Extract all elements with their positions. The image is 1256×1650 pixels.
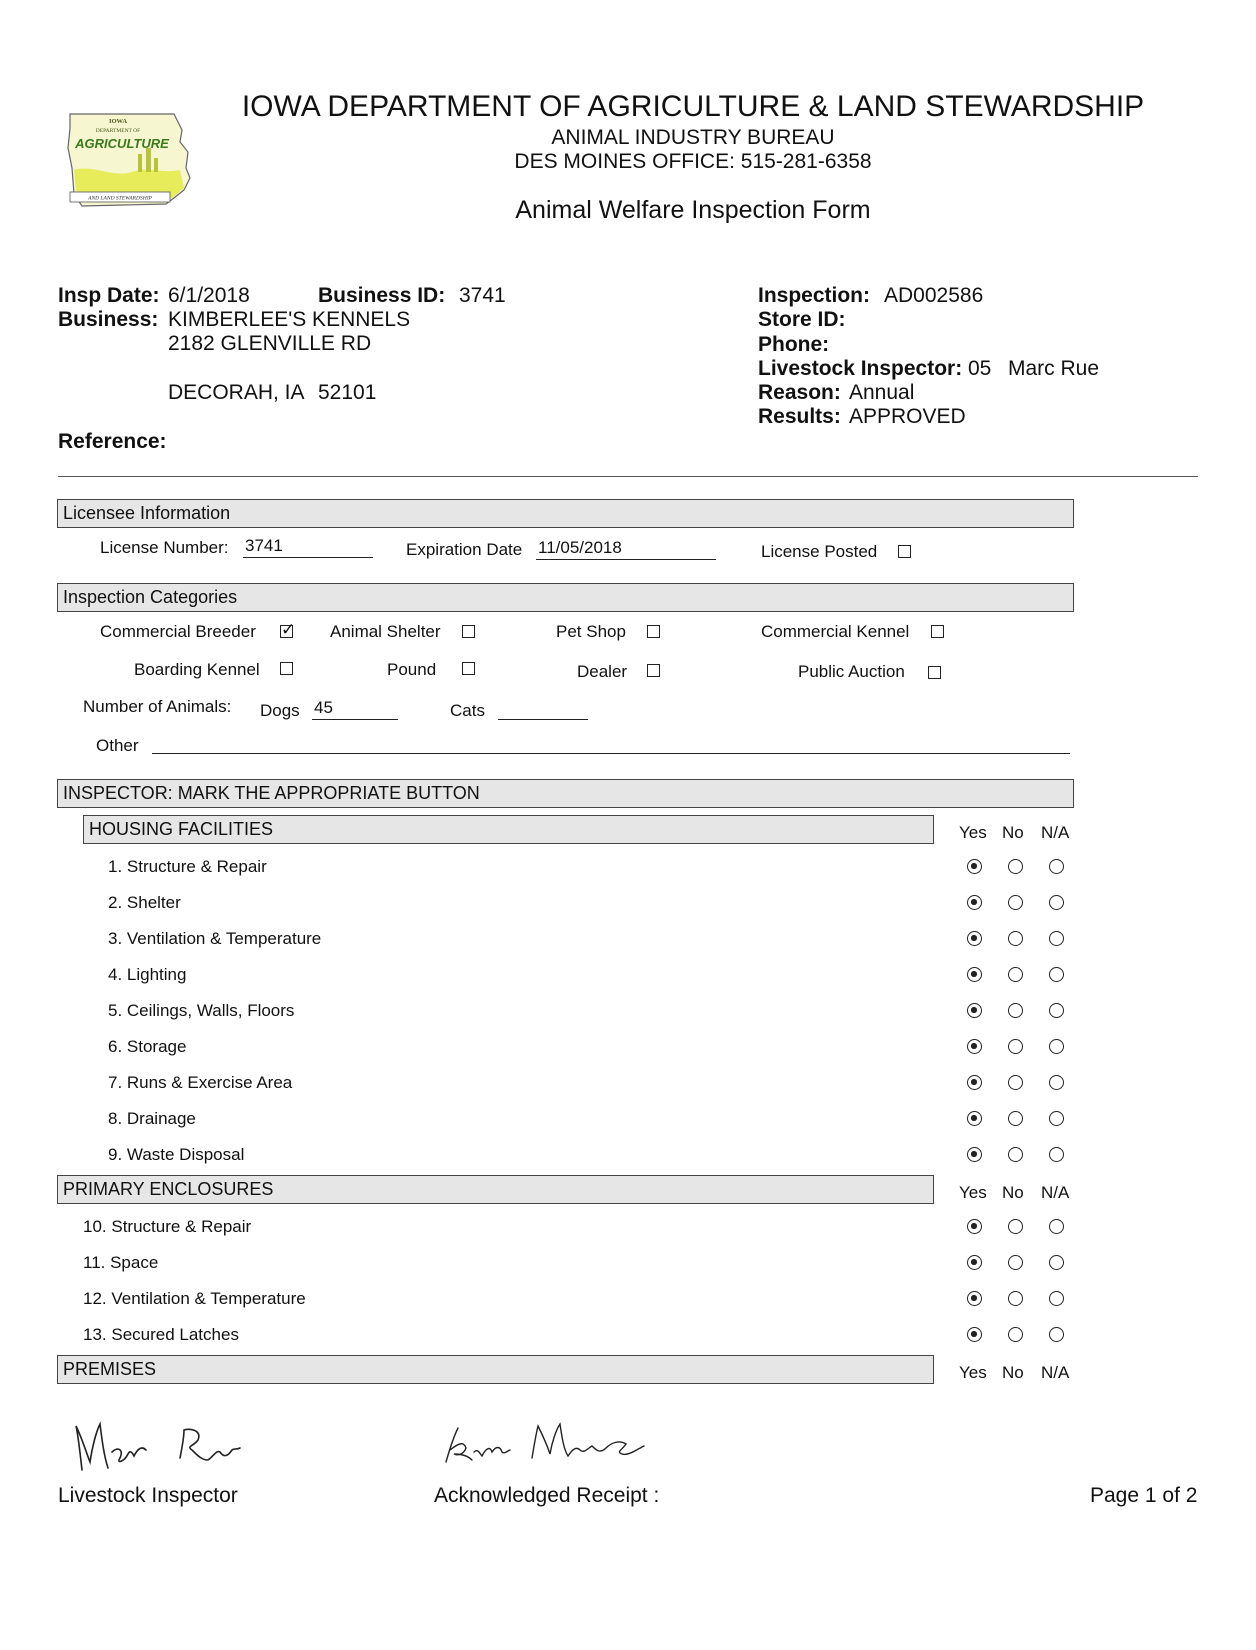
form-title: Animal Welfare Inspection Form (515, 196, 871, 224)
category-public-auction-label: Public Auction (798, 662, 905, 681)
business-name: KIMBERLEE'S KENNELS (168, 308, 411, 331)
premises-col-no: No (1002, 1363, 1024, 1382)
other-label: Other (96, 736, 139, 755)
primary-radio-no[interactable] (1008, 1327, 1023, 1342)
categories-section-header: Inspection Categories (57, 583, 1074, 612)
category-animal-shelter-label: Animal Shelter (330, 622, 441, 641)
primary-radio-no[interactable] (1008, 1291, 1023, 1306)
results-value: APPROVED (849, 405, 966, 428)
cats-count-field[interactable] (498, 698, 588, 720)
primary-radio-na[interactable] (1049, 1291, 1064, 1306)
category-commercial-breeder-checkbox[interactable] (280, 625, 293, 638)
category-pet-shop-label: Pet Shop (556, 622, 626, 641)
logo-text-stewardship: AND LAND STEWARDSHIP (88, 195, 152, 202)
housing-radio-na[interactable] (1049, 895, 1064, 910)
housing-radio-na[interactable] (1049, 1147, 1064, 1162)
housing-radio-na[interactable] (1049, 1039, 1064, 1054)
category-animal-shelter-checkbox[interactable] (462, 625, 475, 638)
category-commercial-breeder-label: Commercial Breeder (100, 622, 256, 641)
store-id-label: Store ID: (758, 308, 846, 331)
primary-col-yes: Yes (959, 1183, 987, 1202)
housing-radio-no[interactable] (1008, 967, 1023, 982)
license-number-field[interactable]: 3741 (243, 536, 373, 558)
category-commercial-kennel-label: Commercial Kennel (761, 622, 910, 641)
primary-item-label: 12. Ventilation & Temperature (83, 1289, 306, 1308)
business-zip: 52101 (318, 381, 377, 404)
other-field[interactable] (152, 732, 1070, 754)
logo-text-iowa: IOWA (108, 118, 128, 125)
housing-item-label: 2. Shelter (108, 893, 181, 912)
page-number: Page 1 of 2 (1090, 1484, 1198, 1507)
primary-radio-yes[interactable] (967, 1291, 982, 1306)
housing-col-yes: Yes (959, 823, 987, 842)
inspection-label: Inspection: (758, 284, 871, 307)
receipt-signature (440, 1414, 650, 1474)
category-dealer-checkbox[interactable] (647, 664, 660, 677)
inspector-name: Marc Rue (1008, 357, 1100, 380)
housing-radio-na[interactable] (1049, 931, 1064, 946)
department-title: IOWA DEPARTMENT OF AGRICULTURE & LAND STEWARDSHIP (241, 90, 1145, 123)
primary-radio-na[interactable] (1049, 1219, 1064, 1234)
housing-radio-yes[interactable] (967, 967, 982, 982)
housing-facilities-header: HOUSING FACILITIES (83, 815, 934, 844)
bureau-name: ANIMAL INDUSTRY BUREAU (551, 126, 835, 149)
category-pound-checkbox[interactable] (462, 662, 475, 675)
business-id-label: Business ID: (318, 284, 446, 307)
cats-label: Cats (450, 701, 485, 720)
housing-radio-na[interactable] (1049, 859, 1064, 874)
housing-item-label: 1. Structure & Repair (108, 857, 267, 876)
results-label: Results: (758, 405, 841, 428)
primary-item-label: 13. Secured Latches (83, 1325, 239, 1344)
primary-enclosures-header: PRIMARY ENCLOSURES (57, 1175, 934, 1204)
logo-text-department: DEPARTMENT OF (95, 128, 141, 134)
primary-col-na: N/A (1041, 1183, 1070, 1202)
reference-label: Reference: (58, 430, 167, 453)
housing-radio-yes[interactable] (967, 1075, 982, 1090)
housing-item-label: 5. Ceilings, Walls, Floors (108, 1001, 295, 1020)
housing-radio-yes[interactable] (967, 1111, 982, 1126)
divider (58, 476, 1198, 477)
housing-radio-no[interactable] (1008, 1147, 1023, 1162)
category-pet-shop-checkbox[interactable] (647, 625, 660, 638)
housing-radio-na[interactable] (1049, 1111, 1064, 1126)
expiration-date-field[interactable]: 11/05/2018 (536, 538, 716, 560)
primary-item-label: 10. Structure & Repair (83, 1217, 252, 1236)
housing-radio-yes[interactable] (967, 1147, 982, 1162)
office-phone: DES MOINES OFFICE: 515-281-6358 (514, 150, 872, 173)
housing-radio-yes[interactable] (967, 895, 982, 910)
licensee-section-header: Licensee Information (57, 499, 1074, 528)
housing-radio-na[interactable] (1049, 967, 1064, 982)
business-city-state: DECORAH, IA (168, 381, 305, 404)
primary-radio-yes[interactable] (967, 1327, 982, 1342)
premises-col-na: N/A (1041, 1363, 1070, 1382)
insp-date-value: 6/1/2018 (168, 284, 250, 307)
reason-value: Annual (849, 381, 915, 404)
housing-radio-no[interactable] (1008, 1075, 1023, 1090)
license-posted-label: License Posted (761, 542, 878, 561)
inspector-number: 05 (968, 357, 992, 380)
primary-col-no: No (1002, 1183, 1024, 1202)
housing-col-no: No (1002, 823, 1024, 842)
housing-item-label: 8. Drainage (108, 1109, 196, 1128)
primary-radio-na[interactable] (1049, 1327, 1064, 1342)
housing-radio-no[interactable] (1008, 895, 1023, 910)
receipt-caption: Acknowledged Receipt : (434, 1484, 660, 1507)
business-id-value: 3741 (459, 284, 506, 307)
housing-radio-no[interactable] (1008, 859, 1023, 874)
dogs-count-field[interactable]: 45 (312, 698, 398, 720)
housing-radio-yes[interactable] (967, 1003, 982, 1018)
housing-radio-na[interactable] (1049, 1003, 1064, 1018)
inspector-section-header: INSPECTOR: MARK THE APPROPRIATE BUTTON (57, 779, 1074, 808)
license-posted-checkbox[interactable] (898, 545, 911, 558)
logo-text-agriculture: AGRICULTURE (75, 136, 169, 151)
business-address: 2182 GLENVILLE RD (168, 332, 372, 355)
housing-item-label: 6. Storage (108, 1037, 187, 1056)
inspector-label: Livestock Inspector: (758, 357, 963, 380)
category-boarding-kennel-checkbox[interactable] (280, 662, 293, 675)
dogs-label: Dogs (260, 701, 300, 720)
premises-header: PREMISES (57, 1355, 934, 1384)
primary-radio-yes[interactable] (967, 1255, 982, 1270)
category-public-auction-checkbox[interactable] (928, 666, 941, 679)
category-pound-label: Pound (387, 660, 437, 679)
primary-item-label: 11. Space (83, 1253, 159, 1272)
housing-radio-no[interactable] (1008, 1003, 1023, 1018)
housing-item-label: 3. Ventilation & Temperature (108, 929, 322, 948)
housing-radio-yes[interactable] (967, 931, 982, 946)
primary-radio-no[interactable] (1008, 1219, 1023, 1234)
inspection-value: AD002586 (884, 284, 984, 307)
housing-item-label: 4. Lighting (108, 965, 187, 984)
number-of-animals-label: Number of Animals: (83, 697, 232, 716)
reason-label: Reason: (758, 381, 841, 404)
license-number-label: License Number: (100, 538, 229, 557)
housing-item-label: 7. Runs & Exercise Area (108, 1073, 293, 1092)
housing-radio-yes[interactable] (967, 859, 982, 874)
premises-col-yes: Yes (959, 1363, 987, 1382)
housing-radio-no[interactable] (1008, 931, 1023, 946)
housing-col-na: N/A (1041, 823, 1070, 842)
housing-radio-no[interactable] (1008, 1039, 1023, 1054)
housing-item-label: 9. Waste Disposal (108, 1145, 245, 1164)
inspector-signature (68, 1412, 248, 1478)
category-commercial-kennel-checkbox[interactable] (931, 625, 944, 638)
category-boarding-kennel-label: Boarding Kennel (134, 660, 260, 679)
phone-label: Phone: (758, 333, 830, 356)
primary-radio-no[interactable] (1008, 1255, 1023, 1270)
inspector-caption: Livestock Inspector (58, 1484, 238, 1507)
housing-radio-na[interactable] (1049, 1075, 1064, 1090)
housing-radio-yes[interactable] (967, 1039, 982, 1054)
insp-date-label: Insp Date: (58, 284, 160, 307)
primary-radio-yes[interactable] (967, 1219, 982, 1234)
primary-radio-na[interactable] (1049, 1255, 1064, 1270)
category-dealer-label: Dealer (577, 662, 628, 681)
business-label: Business: (58, 308, 159, 331)
housing-radio-no[interactable] (1008, 1111, 1023, 1126)
expiration-label: Expiration Date (406, 540, 523, 559)
